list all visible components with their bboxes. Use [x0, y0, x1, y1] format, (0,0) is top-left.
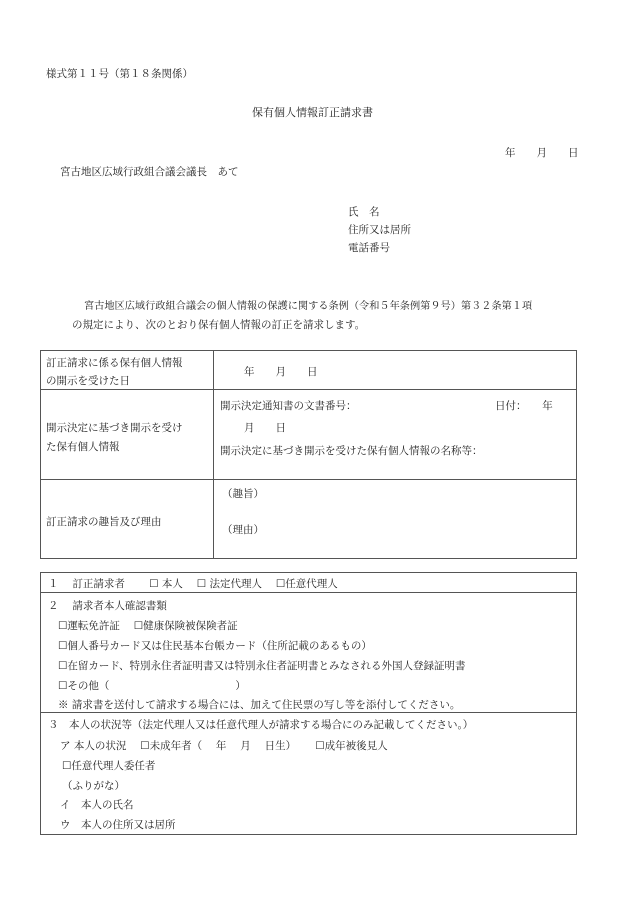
table1-column-divider	[213, 350, 214, 559]
id-documents-heading: ２ 請求者本人確認書類	[48, 600, 167, 612]
requester-name-label: 氏 名	[348, 206, 380, 218]
document-title: 保有個人情報訂正請求書	[252, 106, 373, 119]
person-status-heading: ３ 本人の状況等（法定代理人又は任意代理人が請求する場合にのみ記載してください。）	[48, 719, 474, 731]
notice-document-number[interactable]: 開示決定通知書の文書番号：	[220, 400, 357, 412]
disclosure-date-value[interactable]: 年 月 日	[244, 366, 318, 378]
id-documents-option-other[interactable]: ☐その他（ ）	[58, 680, 246, 692]
person-name-label: イ 本人の氏名	[60, 799, 134, 811]
requester-type-row[interactable]: １ 訂正請求者 ☐ 本人 ☐ 法定代理人 ☐任意代理人	[48, 578, 338, 590]
intro-line-2: の規定により、次のとおり保有個人情報の訂正を請求します。	[72, 319, 366, 331]
person-status-line[interactable]: ア 本人の状況 ☐未成年者（ 年 月 日生） ☐成年被後見人	[60, 740, 388, 752]
disclosed-info-label-1: 開示決定に基づき開示を受け	[46, 422, 183, 434]
disclosure-date-label-2: の開示を受けた日	[46, 375, 130, 387]
id-documents-option-1[interactable]: ☐運転免許証 ☐健康保険被保険者証	[58, 620, 238, 632]
notice-month-day[interactable]: 月 日	[244, 422, 286, 434]
purpose-reason-label: 訂正請求の趣旨及び理由	[46, 516, 162, 528]
disclosure-date-label-1: 訂正請求に係る保有個人情報	[46, 357, 183, 369]
addressee: 宮古地区広域行政組合議会議長 あて	[60, 166, 239, 178]
disclosed-info-name[interactable]: 開示決定に基づき開示を受けた保有個人情報の名称等：	[220, 445, 483, 457]
table1-row-divider-1	[40, 389, 577, 390]
disclosed-info-label-2: た保有個人情報	[46, 441, 120, 453]
table2-row-divider-2	[40, 712, 577, 713]
id-documents-option-2[interactable]: ☐個人番号カード又は住民基本台帳カード（住所記載のあるもの）	[58, 640, 372, 652]
requester-phone-label: 電話番号	[348, 242, 390, 254]
reason-field[interactable]: （理由）	[222, 524, 264, 536]
person-address-label: ウ 本人の住所又は居所	[60, 819, 176, 831]
purpose-field[interactable]: （趣旨）	[222, 488, 264, 500]
table2-row-divider-1	[40, 592, 577, 593]
requester-address-label: 住所又は居所	[348, 224, 411, 236]
id-documents-option-3[interactable]: ☐在留カード、特別永住者証明書又は特別永住者証明書とみなされる外国人登録証明書	[58, 660, 466, 672]
furigana-label: （ふりがな）	[62, 780, 125, 792]
notice-date-label[interactable]: 日付： 年	[495, 400, 553, 412]
id-documents-note: ※ 請求書を送付して請求する場合には、加えて住民票の写し等を添付してください。	[58, 699, 461, 711]
table1-row-divider-2	[40, 479, 577, 480]
intro-line-1: 宮古地区広域行政組合議会の個人情報の保護に関する条例（令和５年条例第９号）第３２条第１項	[84, 301, 533, 312]
voluntary-agent-appointer[interactable]: ☐任意代理人委任者	[62, 760, 156, 772]
date-line: 年 月 日	[505, 147, 579, 159]
form-number: 様式第１１号（第１８条関係）	[46, 68, 193, 80]
